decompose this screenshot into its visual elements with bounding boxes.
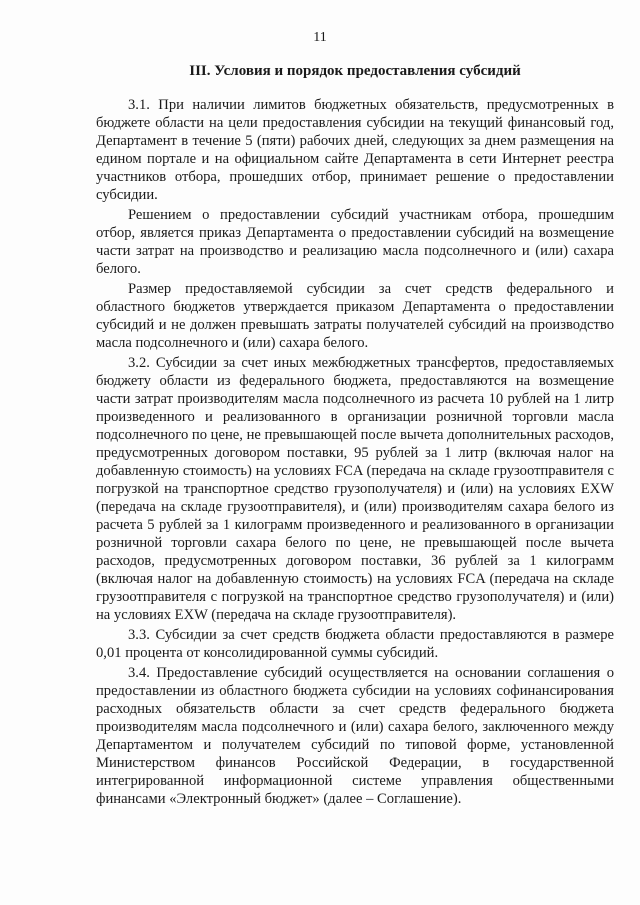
paragraph-decision: Решением о предоставлении субсидий участникам отбора, прошедшим отбор, является приказ Департамента о предоставлении субсидий на возмещение части затрат на производство и реализацию масла подсолнечного и (или) сахара белого. bbox=[96, 207, 614, 277]
paragraph-subsidy-size: Размер предоставляемой субсидии за счет средств федерального и областного бюджетов утверждается приказом Департамента о предоставлении субсидий и не должен превышать затраты получателей субсидий на производство масла подсолнечного и (или) сахара белого. bbox=[96, 281, 614, 351]
section-heading: III. Условия и порядок предоставления субсидий bbox=[189, 63, 521, 79]
page-number: 11 bbox=[313, 30, 327, 45]
paragraph-3-4: 3.4. Предоставление субсидий осуществляется на основании соглашения о предоставлении из областного бюджета субсидии на условиях софинансирования расходных обязательств области за счет средств федерального бюджета производителям масла подсолнечного и (или) сахара белого, заключенного между Департаментом и получателем субсидий по типовой форме, установленной Министерством финансов Российской Федерации, в государственной интегрированной информационной системе управления общественными финансами «Электронный бюджет» (далее – Соглашение). bbox=[96, 665, 614, 807]
paragraph-3-1: 3.1. При наличии лимитов бюджетных обязательств, предусмотренных в бюджете области на цели предоставления субсидии на текущий финансовый год, Департамент в течение 5 (пяти) рабочих дней, следующих за днем размещения на едином портале и на официальном сайте Департамента в сети Интернет реестра участников отбора, прошедших отбор, принимает решение о предоставлении субсидии. bbox=[96, 97, 614, 203]
document-body bbox=[96, 96, 614, 810]
paragraph-3-3: 3.3. Субсидии за счет средств бюджета области предоставляются в размере 0,01 процента от консолидированной суммы субсидий. bbox=[96, 627, 614, 661]
paragraph-3-2: 3.2. Субсидии за счет иных межбюджетных трансфертов, предоставляемых бюджету области из федерального бюджета, предоставляются на возмещение части затрат производителям масла подсолнечного из расчета 10 рублей на 1 литр произведенного и реализованного в организации розничной торговли масла подсолнечного по цене, не превышающей после вычета дополнительных расходов, предусмотренных договором поставки, 95 рублей за 1 литр (включая налог на добавленную стоимость) на условиях FCA (передача на складе грузоотправителя с погрузкой на транспортное средство грузополучателя) и (или) на условиях EXW (передача на складе грузоотправителя), и (или) производителям сахара белого из расчета 5 рублей за 1 килограмм произведенного и реализованного в организации розничной торговли сахара белого по цене, не превышающей после вычета расходов, предусмотренных договором поставки, 36 рублей за 1 килограмм (включая налог на добавленную стоимость) на условиях FCA (передача на складе грузоотправителя с погрузкой на транспортное средство грузополучателя) и (или) на условиях EXW (передача на складе грузоотправителя). bbox=[96, 355, 614, 623]
